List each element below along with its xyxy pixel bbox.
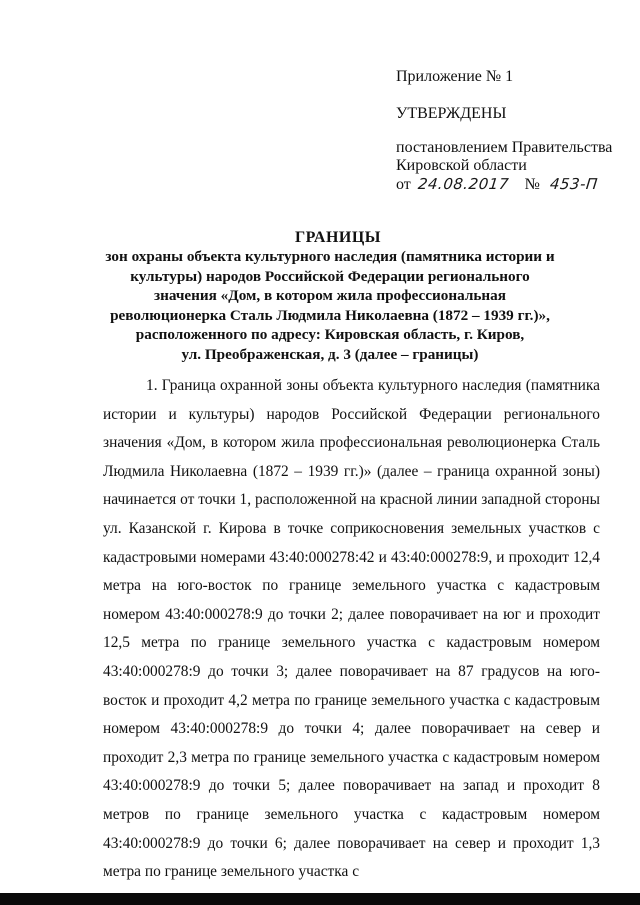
scan-border	[0, 893, 640, 905]
decree-line-2: Кировской области	[396, 157, 527, 174]
decree-date-line	[396, 175, 598, 194]
title-line-1: зон охраны объекта культурного наследия (памятника истории и	[105, 248, 555, 265]
decree-line-1: постановлением Правительства	[396, 139, 613, 156]
handwritten-date: 24.08.2017	[416, 175, 510, 193]
number-sign: №	[524, 176, 540, 193]
title-line-2: культуры) народов Российской Федерации регионального	[130, 267, 530, 285]
title-line-6: ул. Преображенская, д. 3 (далее – границы)	[181, 345, 479, 363]
handwritten-number: 453-П	[548, 175, 599, 193]
appendix-label: Приложение № 1	[396, 68, 514, 85]
title-line-3: значения «Дом, в котором жила профессиональная	[154, 287, 506, 305]
title-line-5: расположенного по адресу: Кировская область, г. Киров,	[135, 326, 525, 344]
document-title	[0, 228, 640, 365]
approved-label: УТВЕРЖДЕНЫ	[396, 105, 507, 122]
body-paragraph-1: 1. Граница охранной зоны объекта культурного наследия (памятника истории и культуры) народов Российской Федерации регионального значения «Дом, в котором жила профессиональная революционерка Сталь Людмила Николаевна (1872 – 1939 гг.)» (далее – граница охранной зоны) начинается от точки 1, расположенной на красной линии западной стороны ул. Казанской г. Кирова в точке соприкосновения земельных участков с кадастровыми номерами 43:40:000278:42 и 43:40:000278:9, и проходит 12,4 метра на юго-восток по границе земельного участка с кадастровым номером 43:40:000278:9 до точки 2; далее поворачивает на юг и проходит 12,5 метра по границе земельного участка с кадастровым номером 43:40:000278:9 до точки 3; далее поворачивает на 87 градусов на юго-восток и проходит 4,2 метра по границе земельного участка с кадастровым номером 43:40:000278:9 до точки 4; далее поворачивает на север и проходит 2,3 метра по границе земельного участка с кадастровым номером 43:40:000278:9 до точки 5; далее поворачивает на запад и проходит 8 метров по границе земельного участка с кадастровым номером 43:40:000278:9 до точки 6; далее поворачивает на север и проходит 1,3 метра по границе земельного участка с	[103, 377, 600, 881]
title-main: ГРАНИЦЫ	[294, 229, 381, 246]
date-prefix: от	[396, 176, 411, 193]
title-line-4: революционерка Сталь Людмила Николаевна (1872 – 1939 гг.)»,	[110, 306, 550, 324]
